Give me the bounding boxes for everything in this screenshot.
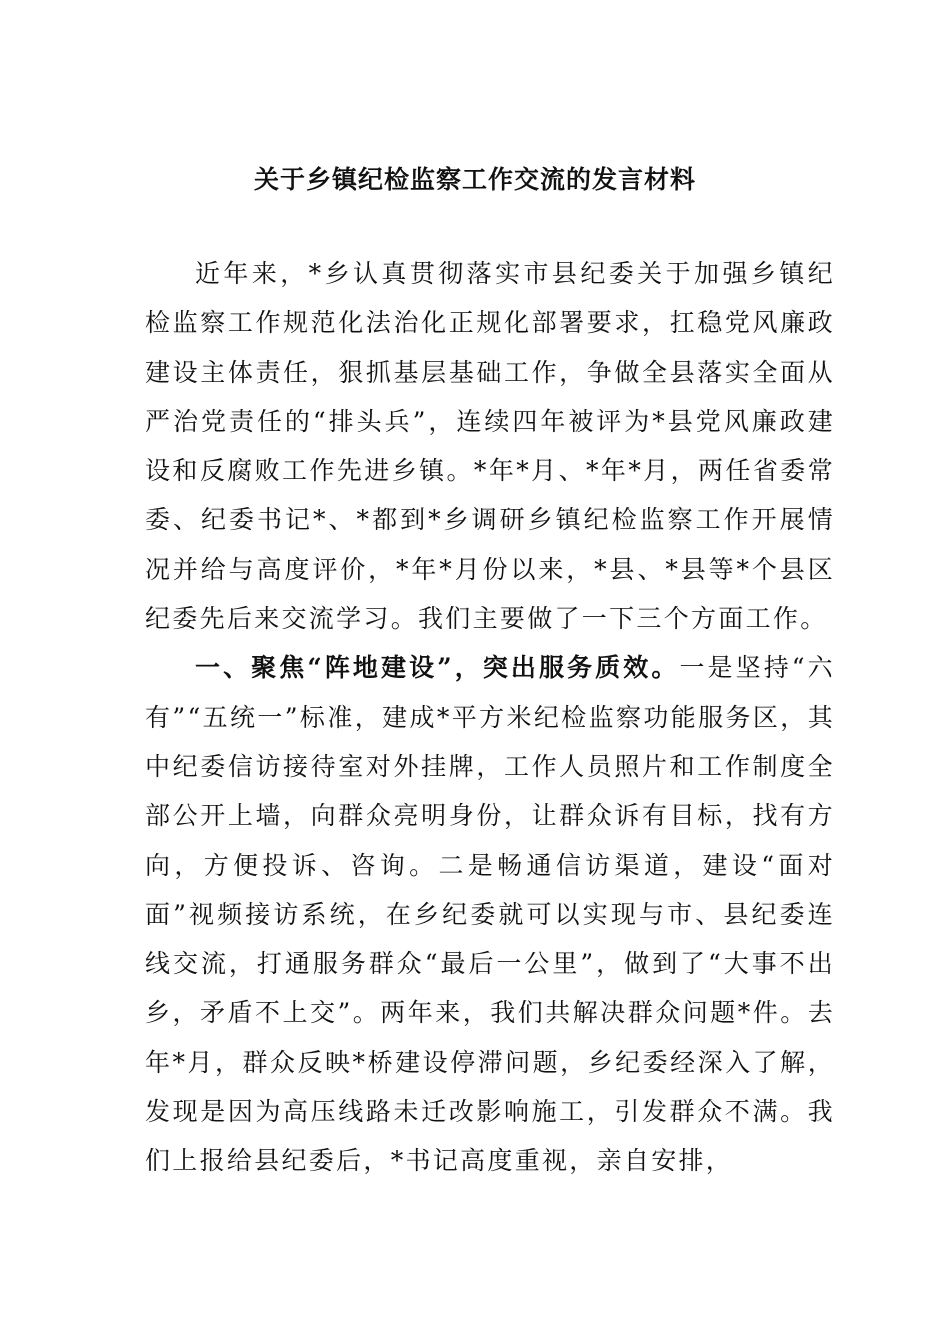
section-one-heading: 一、聚焦“阵地建设”，突出服务质效。	[195, 653, 680, 683]
paragraph-intro-text: 近年来，*乡认真贯彻落实市县纪委关于加强乡镇纪检监察工作规范化法治化正规化部署要求，扛稳党风廉政建设主体责任，狠抓基层基础工作，争做全县落实全面从严治党责任的“排头兵”，连续四年被评为*县党风廉政建设和反腐败工作先进乡镇。*年*月、*年*月，两任省委常委、纪委书记*、*都到*乡调研乡镇纪检监察工作开展情况并给与高度评价，*年*月份以来，*县、*县等*个县区纪委先后来交流学习。我们主要做了一下三个方面工作。	[145, 259, 835, 634]
paragraph-section-one	[145, 643, 835, 1185]
paragraph-intro	[145, 249, 835, 643]
section-one-text: 一是坚持“六有”“五统一”标准，建成*平方米纪检监察功能服务区，其中纪委信访接待室对外挂牌，工作人员照片和工作制度全部公开上墙，向群众亮明身份，让群众诉有目标，找有方向，方便投诉、咨询。二是畅通信访渠道，建设“面对面”视频接访系统，在乡纪委就可以实现与市、县纪委连线交流，打通服务群众“最后一公里”，做到了“大事不出乡，矛盾不上交”。两年来，我们共解决群众问题*件。去年*月，群众反映*桥建设停滞问题，乡纪委经深入了解，发现是因为高压线路未迁改影响施工，引发群众不满。我们上报给县纪委后，*书记高度重视，亲自安排，	[145, 653, 835, 1176]
document-body	[145, 249, 835, 1186]
document-title: 关于乡镇纪检监察工作交流的发言材料	[253, 165, 696, 194]
